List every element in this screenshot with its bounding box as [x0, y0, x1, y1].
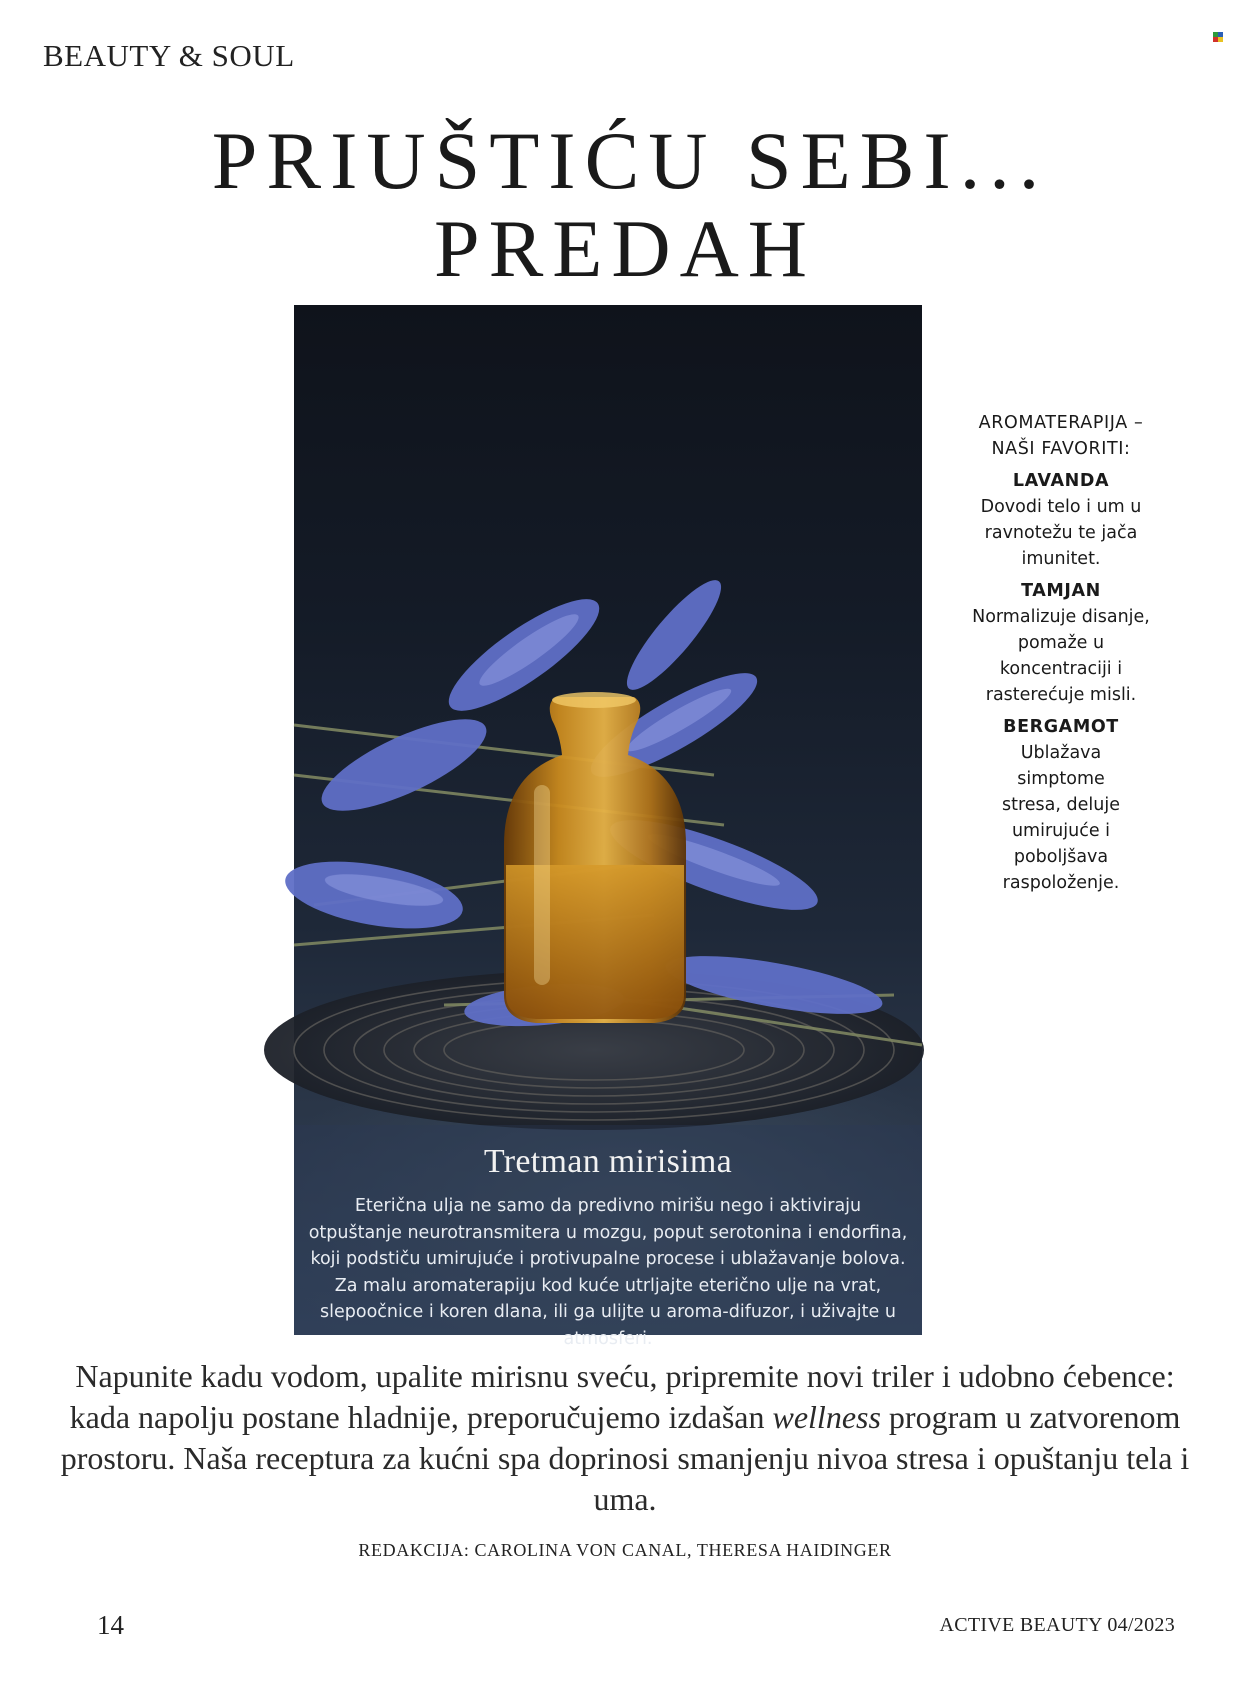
- editorial-credit: REDAKCIJA: CAROLINA VON CANAL, THERESA HAIDINGER: [358, 1540, 892, 1560]
- favorite-desc-tamjan: Normalizuje disanje, pomaže u koncentraciji i rasterećuje misli.: [972, 607, 1150, 705]
- issue-label: ACTIVE BEAUTY 04/2023: [939, 1614, 1175, 1636]
- lead-part-1: Napunite kadu vodom, upalite mirisnu sveću, pripremite novi triler i udobno ćebence: kada napolju postane hladnije, preporučujemo izdašan: [69, 1358, 1175, 1435]
- color-mark-yellow: [1218, 37, 1223, 42]
- headline-line-2: PREDAH: [433, 203, 817, 294]
- favorite-name-bergamot: BERGAMOT: [1003, 717, 1119, 737]
- caption-title: Tretman mirisima: [483, 1143, 733, 1180]
- aromatherapy-sidebar: [922, 410, 1200, 896]
- lead-part-2: program u zatvorenom prostoru. Naša receptura za kućni spa doprinosi smanjenju nivoa stresa i opuštanju tela i uma.: [60, 1399, 1190, 1517]
- page-number: 14: [97, 1610, 124, 1640]
- favorite-name-lavanda: LAVANDA: [1012, 471, 1110, 491]
- section-label: BEAUTY & SOUL: [43, 38, 295, 73]
- favorite-desc-bergamot: Ublažava simptome stresa, deluje umirujuće i poboljšava raspoloženje.: [1002, 743, 1120, 893]
- lead-italic: wellness: [772, 1399, 881, 1435]
- lavender-oil-photo: [294, 305, 922, 1349]
- color-mark-icon: [1213, 32, 1223, 42]
- lead-paragraph: [60, 1356, 1190, 1520]
- photo-caption: [294, 1143, 922, 1352]
- favorite-name-tamjan: TAMJAN: [1021, 581, 1101, 601]
- sidebar-title-line-1: AROMATERAPIJA –: [978, 413, 1144, 433]
- caption-text: Eterična ulja ne samo da predivno mirišu nego i aktiviraju otpuštanje neurotransmitera u mozgu, poput serotonina i endorfina, koji podstiču umirujuće i protivupalne procese i ublažavanje bolova. Za malu aromaterapiju kod kuće utrljajte eterično ulje na vrat, slepoočnice i koren dlana, ili ga ulijte u aroma-difuzor, i uživajte u atmosferi.: [308, 1196, 908, 1349]
- headline-line-1: PRIUŠTIĆU SEBI...: [211, 115, 1049, 206]
- favorite-desc-lavanda: Dovodi telo i um u ravnotežu te jača imunitet.: [980, 497, 1142, 569]
- sidebar-title-line-2: NAŠI FAVORITI:: [991, 439, 1131, 459]
